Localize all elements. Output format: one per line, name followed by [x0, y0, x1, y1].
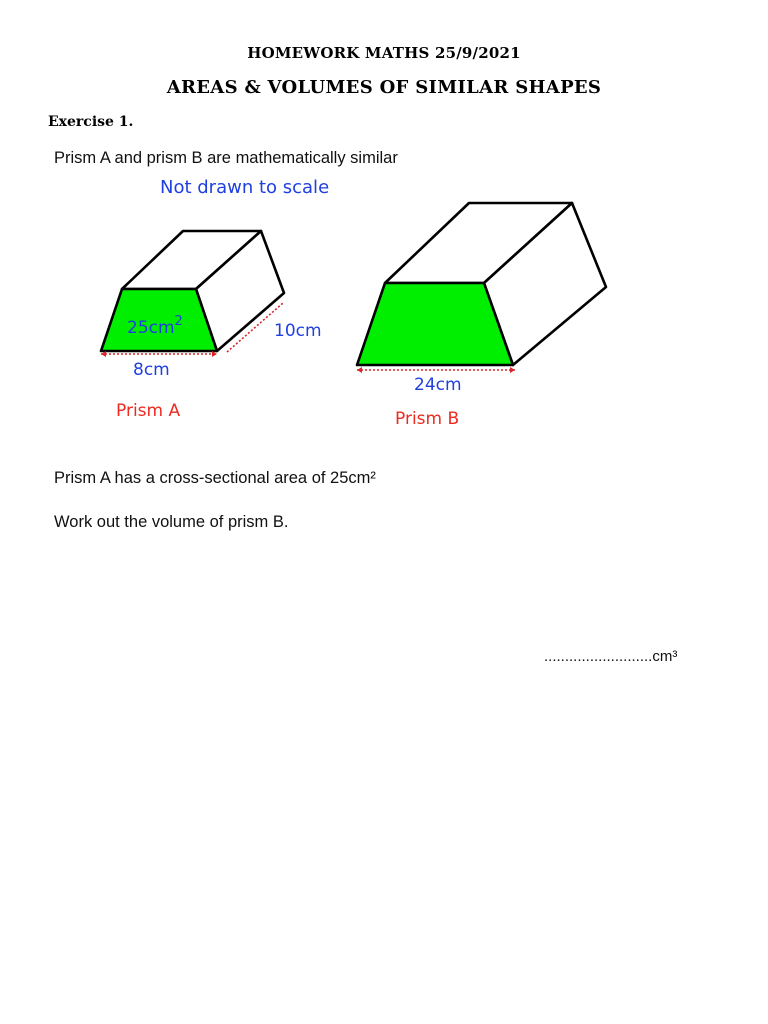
- exercise-label: Exercise 1.: [48, 114, 134, 130]
- answer-line[interactable]: [544, 648, 677, 665]
- prism-a-base-label: 8cm: [133, 360, 170, 380]
- prism-b-name: Prism B: [395, 409, 460, 429]
- area-statement: Prism A has a cross-sectional area of 25cm²: [54, 469, 376, 487]
- prisms-figure: [0, 170, 768, 440]
- task-statement: Work out the volume of prism B.: [54, 513, 289, 531]
- answer-unit: cm³: [652, 648, 678, 665]
- prism-b-cross-section: [357, 283, 513, 365]
- prism-a: [101, 231, 322, 421]
- prism-b-base-arrow-right: [510, 367, 515, 373]
- prism-a-area-label: $25cm^2$: [127, 314, 183, 338]
- prism-b: [357, 203, 606, 429]
- not-to-scale-note: Not drawn to scale: [160, 177, 330, 198]
- question-intro: Prism A and prism B are mathematically similar: [54, 149, 398, 167]
- prism-b-base-label: 24cm: [414, 375, 462, 395]
- answer-dots[interactable]: ..........................: [544, 648, 653, 665]
- prism-a-name: Prism A: [116, 401, 181, 421]
- prism-a-depth-label: 10cm: [274, 321, 322, 341]
- page-title: AREAS & VOLUMES OF SIMILAR SHAPES: [166, 77, 602, 98]
- prism-b-base-arrow-left: [357, 367, 362, 373]
- page-header-date: HOMEWORK MATHS 25/9/2021: [247, 44, 521, 62]
